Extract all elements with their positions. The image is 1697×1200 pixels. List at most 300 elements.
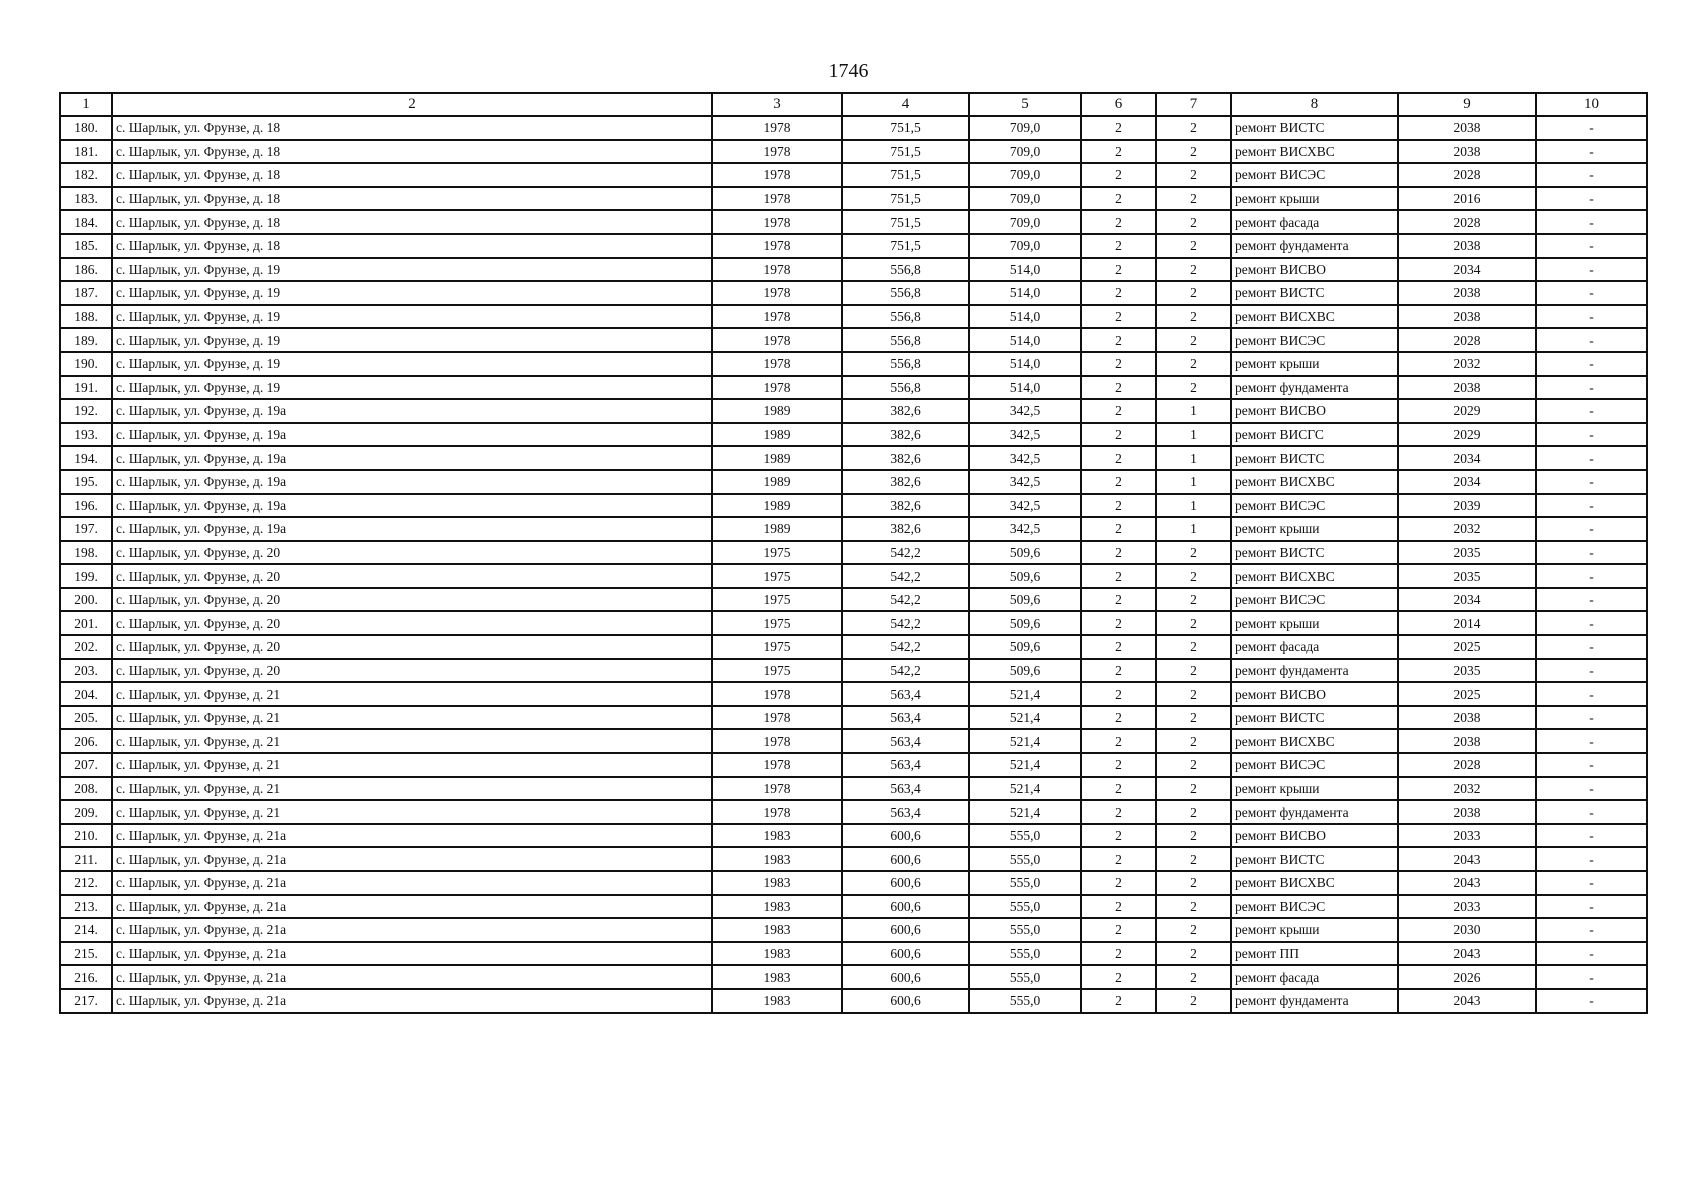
- row-number-cell: 209.: [60, 800, 112, 824]
- row-number-cell: 206.: [60, 729, 112, 753]
- table-row: [60, 871, 1647, 895]
- floors-cell: 2: [1081, 918, 1156, 942]
- planned-year-cell: 2039: [1398, 494, 1536, 518]
- row-number-cell: 196.: [60, 494, 112, 518]
- total-area-cell: 751,5: [842, 187, 969, 211]
- column-header: 5: [969, 93, 1081, 116]
- table-row: [60, 446, 1647, 470]
- planned-year-cell: 2025: [1398, 635, 1536, 659]
- page-number: 1746: [828, 60, 869, 82]
- entrances-cell: 2: [1156, 163, 1231, 187]
- row-number-cell: 208.: [60, 777, 112, 801]
- planned-year-cell: 2014: [1398, 611, 1536, 635]
- table-row: [60, 140, 1647, 164]
- address-cell: с. Шарлык, ул. Фрунзе, д. 20: [112, 635, 712, 659]
- row-number-cell: 184.: [60, 210, 112, 234]
- address-cell: с. Шарлык, ул. Фрунзе, д. 18: [112, 140, 712, 164]
- year-built-cell: 1978: [712, 116, 842, 140]
- table-row: [60, 942, 1647, 966]
- year-built-cell: 1978: [712, 352, 842, 376]
- living-area-cell: 555,0: [969, 989, 1081, 1013]
- address-cell: с. Шарлык, ул. Фрунзе, д. 19а: [112, 399, 712, 423]
- note-cell: -: [1536, 847, 1647, 871]
- note-cell: -: [1536, 352, 1647, 376]
- floors-cell: 2: [1081, 328, 1156, 352]
- floors-cell: 2: [1081, 706, 1156, 730]
- planned-year-cell: 2043: [1398, 847, 1536, 871]
- repair-type-cell: ремонт ВИСТС: [1231, 847, 1398, 871]
- entrances-cell: 1: [1156, 494, 1231, 518]
- row-number-cell: 205.: [60, 706, 112, 730]
- total-area-cell: 563,4: [842, 777, 969, 801]
- entrances-cell: 2: [1156, 116, 1231, 140]
- planned-year-cell: 2043: [1398, 871, 1536, 895]
- note-cell: -: [1536, 564, 1647, 588]
- entrances-cell: 2: [1156, 541, 1231, 565]
- row-number-cell: 215.: [60, 942, 112, 966]
- address-cell: с. Шарлык, ул. Фрунзе, д. 21: [112, 777, 712, 801]
- address-cell: с. Шарлык, ул. Фрунзе, д. 21а: [112, 965, 712, 989]
- planned-year-cell: 2016: [1398, 187, 1536, 211]
- entrances-cell: 1: [1156, 399, 1231, 423]
- year-built-cell: 1978: [712, 140, 842, 164]
- floors-cell: 2: [1081, 942, 1156, 966]
- table-row: [60, 588, 1647, 612]
- total-area-cell: 563,4: [842, 800, 969, 824]
- entrances-cell: 2: [1156, 824, 1231, 848]
- row-number-cell: 211.: [60, 847, 112, 871]
- address-cell: с. Шарлык, ул. Фрунзе, д. 18: [112, 163, 712, 187]
- year-built-cell: 1978: [712, 753, 842, 777]
- floors-cell: 2: [1081, 234, 1156, 258]
- floors-cell: 2: [1081, 753, 1156, 777]
- table-row: [60, 847, 1647, 871]
- table-row: [60, 753, 1647, 777]
- entrances-cell: 1: [1156, 446, 1231, 470]
- living-area-cell: 521,4: [969, 729, 1081, 753]
- table-row: [60, 989, 1647, 1013]
- note-cell: -: [1536, 305, 1647, 329]
- row-number-cell: 199.: [60, 564, 112, 588]
- floors-cell: 2: [1081, 423, 1156, 447]
- entrances-cell: 2: [1156, 659, 1231, 683]
- year-built-cell: 1975: [712, 611, 842, 635]
- year-built-cell: 1978: [712, 305, 842, 329]
- year-built-cell: 1978: [712, 187, 842, 211]
- total-area-cell: 751,5: [842, 116, 969, 140]
- year-built-cell: 1983: [712, 942, 842, 966]
- year-built-cell: 1989: [712, 399, 842, 423]
- total-area-cell: 751,5: [842, 234, 969, 258]
- total-area-cell: 563,4: [842, 753, 969, 777]
- total-area-cell: 600,6: [842, 989, 969, 1013]
- table-row: [60, 635, 1647, 659]
- entrances-cell: 2: [1156, 611, 1231, 635]
- note-cell: -: [1536, 140, 1647, 164]
- floors-cell: 2: [1081, 352, 1156, 376]
- row-number-cell: 195.: [60, 470, 112, 494]
- floors-cell: 2: [1081, 187, 1156, 211]
- entrances-cell: 2: [1156, 234, 1231, 258]
- entrances-cell: 2: [1156, 682, 1231, 706]
- row-number-cell: 200.: [60, 588, 112, 612]
- entrances-cell: 2: [1156, 305, 1231, 329]
- note-cell: -: [1536, 918, 1647, 942]
- address-cell: с. Шарлык, ул. Фрунзе, д. 19а: [112, 494, 712, 518]
- repair-type-cell: ремонт ВИСЭС: [1231, 163, 1398, 187]
- floors-cell: 2: [1081, 611, 1156, 635]
- year-built-cell: 1989: [712, 446, 842, 470]
- year-built-cell: 1978: [712, 777, 842, 801]
- living-area-cell: 342,5: [969, 423, 1081, 447]
- table-row: [60, 494, 1647, 518]
- planned-year-cell: 2032: [1398, 517, 1536, 541]
- living-area-cell: 514,0: [969, 258, 1081, 282]
- address-cell: с. Шарлык, ул. Фрунзе, д. 21а: [112, 895, 712, 919]
- table-row: [60, 116, 1647, 140]
- address-cell: с. Шарлык, ул. Фрунзе, д. 19: [112, 328, 712, 352]
- floors-cell: 2: [1081, 965, 1156, 989]
- total-area-cell: 556,8: [842, 305, 969, 329]
- note-cell: -: [1536, 824, 1647, 848]
- repair-type-cell: ремонт ВИСВО: [1231, 824, 1398, 848]
- table-row: [60, 163, 1647, 187]
- living-area-cell: 521,4: [969, 777, 1081, 801]
- planned-year-cell: 2034: [1398, 258, 1536, 282]
- address-cell: с. Шарлык, ул. Фрунзе, д. 20: [112, 541, 712, 565]
- year-built-cell: 1975: [712, 564, 842, 588]
- floors-cell: 2: [1081, 824, 1156, 848]
- entrances-cell: 2: [1156, 895, 1231, 919]
- row-number-cell: 191.: [60, 376, 112, 400]
- floors-cell: 2: [1081, 446, 1156, 470]
- entrances-cell: 2: [1156, 328, 1231, 352]
- note-cell: -: [1536, 777, 1647, 801]
- year-built-cell: 1978: [712, 800, 842, 824]
- floors-cell: 2: [1081, 800, 1156, 824]
- row-number-cell: 198.: [60, 541, 112, 565]
- note-cell: -: [1536, 517, 1647, 541]
- address-cell: с. Шарлык, ул. Фрунзе, д. 18: [112, 234, 712, 258]
- year-built-cell: 1989: [712, 423, 842, 447]
- planned-year-cell: 2029: [1398, 399, 1536, 423]
- note-cell: -: [1536, 588, 1647, 612]
- floors-cell: 2: [1081, 281, 1156, 305]
- planned-year-cell: 2028: [1398, 210, 1536, 234]
- living-area-cell: 521,4: [969, 800, 1081, 824]
- floors-cell: 2: [1081, 116, 1156, 140]
- table-row: [60, 564, 1647, 588]
- note-cell: -: [1536, 706, 1647, 730]
- note-cell: -: [1536, 116, 1647, 140]
- table-row: [60, 706, 1647, 730]
- year-built-cell: 1978: [712, 281, 842, 305]
- planned-year-cell: 2038: [1398, 729, 1536, 753]
- entrances-cell: 2: [1156, 352, 1231, 376]
- floors-cell: 2: [1081, 305, 1156, 329]
- row-number-cell: 202.: [60, 635, 112, 659]
- entrances-cell: 2: [1156, 210, 1231, 234]
- year-built-cell: 1978: [712, 234, 842, 258]
- row-number-cell: 185.: [60, 234, 112, 258]
- floors-cell: 2: [1081, 494, 1156, 518]
- table-row: [60, 281, 1647, 305]
- floors-cell: 2: [1081, 729, 1156, 753]
- row-number-cell: 201.: [60, 611, 112, 635]
- planned-year-cell: 2038: [1398, 376, 1536, 400]
- table-row: [60, 423, 1647, 447]
- repair-type-cell: ремонт ВИСХВС: [1231, 305, 1398, 329]
- table-row: [60, 729, 1647, 753]
- address-cell: с. Шарлык, ул. Фрунзе, д. 19а: [112, 423, 712, 447]
- table-row: [60, 800, 1647, 824]
- repair-type-cell: ремонт фундамента: [1231, 234, 1398, 258]
- year-built-cell: 1975: [712, 635, 842, 659]
- address-cell: с. Шарлык, ул. Фрунзе, д. 21: [112, 800, 712, 824]
- table-row: [60, 210, 1647, 234]
- entrances-cell: 2: [1156, 871, 1231, 895]
- entrances-cell: 2: [1156, 258, 1231, 282]
- year-built-cell: 1983: [712, 824, 842, 848]
- table-row: [60, 258, 1647, 282]
- entrances-cell: 2: [1156, 635, 1231, 659]
- planned-year-cell: 2032: [1398, 352, 1536, 376]
- entrances-cell: 2: [1156, 376, 1231, 400]
- living-area-cell: 514,0: [969, 281, 1081, 305]
- repair-type-cell: ремонт ВИСВО: [1231, 399, 1398, 423]
- year-built-cell: 1983: [712, 918, 842, 942]
- address-cell: с. Шарлык, ул. Фрунзе, д. 20: [112, 659, 712, 683]
- total-area-cell: 382,6: [842, 470, 969, 494]
- repair-type-cell: ремонт крыши: [1231, 777, 1398, 801]
- planned-year-cell: 2043: [1398, 989, 1536, 1013]
- repair-type-cell: ремонт крыши: [1231, 918, 1398, 942]
- note-cell: -: [1536, 942, 1647, 966]
- row-number-cell: 183.: [60, 187, 112, 211]
- floors-cell: 2: [1081, 895, 1156, 919]
- note-cell: -: [1536, 187, 1647, 211]
- total-area-cell: 542,2: [842, 611, 969, 635]
- address-cell: с. Шарлык, ул. Фрунзе, д. 21а: [112, 942, 712, 966]
- note-cell: -: [1536, 895, 1647, 919]
- table-row: [60, 824, 1647, 848]
- note-cell: -: [1536, 258, 1647, 282]
- living-area-cell: 521,4: [969, 682, 1081, 706]
- table-row: [60, 305, 1647, 329]
- column-header: 7: [1156, 93, 1231, 116]
- total-area-cell: 600,6: [842, 847, 969, 871]
- row-number-cell: 181.: [60, 140, 112, 164]
- row-number-cell: 197.: [60, 517, 112, 541]
- total-area-cell: 600,6: [842, 824, 969, 848]
- note-cell: -: [1536, 871, 1647, 895]
- year-built-cell: 1989: [712, 494, 842, 518]
- repair-type-cell: ремонт крыши: [1231, 187, 1398, 211]
- total-area-cell: 563,4: [842, 682, 969, 706]
- entrances-cell: 1: [1156, 470, 1231, 494]
- total-area-cell: 556,8: [842, 281, 969, 305]
- living-area-cell: 555,0: [969, 871, 1081, 895]
- total-area-cell: 382,6: [842, 494, 969, 518]
- living-area-cell: 709,0: [969, 116, 1081, 140]
- repair-type-cell: ремонт ВИСТС: [1231, 446, 1398, 470]
- planned-year-cell: 2038: [1398, 116, 1536, 140]
- planned-year-cell: 2043: [1398, 942, 1536, 966]
- floors-cell: 2: [1081, 777, 1156, 801]
- planned-year-cell: 2038: [1398, 140, 1536, 164]
- living-area-cell: 555,0: [969, 918, 1081, 942]
- planned-year-cell: 2032: [1398, 777, 1536, 801]
- row-number-cell: 182.: [60, 163, 112, 187]
- repair-type-cell: ремонт ВИСХВС: [1231, 564, 1398, 588]
- entrances-cell: 2: [1156, 800, 1231, 824]
- year-built-cell: 1975: [712, 588, 842, 612]
- year-built-cell: 1975: [712, 659, 842, 683]
- living-area-cell: 509,6: [969, 659, 1081, 683]
- note-cell: -: [1536, 541, 1647, 565]
- planned-year-cell: 2035: [1398, 541, 1536, 565]
- entrances-cell: 2: [1156, 281, 1231, 305]
- planned-year-cell: 2025: [1398, 682, 1536, 706]
- address-cell: с. Шарлык, ул. Фрунзе, д. 19: [112, 281, 712, 305]
- column-header: 3: [712, 93, 842, 116]
- note-cell: -: [1536, 210, 1647, 234]
- planned-year-cell: 2038: [1398, 800, 1536, 824]
- entrances-cell: 2: [1156, 588, 1231, 612]
- repair-type-cell: ремонт ВИСЭС: [1231, 753, 1398, 777]
- planned-year-cell: 2028: [1398, 753, 1536, 777]
- year-built-cell: 1983: [712, 895, 842, 919]
- year-built-cell: 1989: [712, 517, 842, 541]
- living-area-cell: 709,0: [969, 140, 1081, 164]
- total-area-cell: 382,6: [842, 399, 969, 423]
- address-cell: с. Шарлык, ул. Фрунзе, д. 21: [112, 682, 712, 706]
- note-cell: -: [1536, 682, 1647, 706]
- note-cell: -: [1536, 470, 1647, 494]
- floors-cell: 2: [1081, 989, 1156, 1013]
- living-area-cell: 709,0: [969, 163, 1081, 187]
- address-cell: с. Шарлык, ул. Фрунзе, д. 21: [112, 753, 712, 777]
- note-cell: -: [1536, 753, 1647, 777]
- address-cell: с. Шарлык, ул. Фрунзе, д. 20: [112, 611, 712, 635]
- total-area-cell: 382,6: [842, 446, 969, 470]
- living-area-cell: 509,6: [969, 564, 1081, 588]
- total-area-cell: 600,6: [842, 895, 969, 919]
- repair-type-cell: ремонт фасада: [1231, 965, 1398, 989]
- address-cell: с. Шарлык, ул. Фрунзе, д. 20: [112, 564, 712, 588]
- note-cell: -: [1536, 234, 1647, 258]
- address-cell: с. Шарлык, ул. Фрунзе, д. 21: [112, 729, 712, 753]
- address-cell: с. Шарлык, ул. Фрунзе, д. 19а: [112, 517, 712, 541]
- table-row: [60, 895, 1647, 919]
- floors-cell: 2: [1081, 588, 1156, 612]
- note-cell: -: [1536, 635, 1647, 659]
- column-header: 2: [112, 93, 712, 116]
- address-cell: с. Шарлык, ул. Фрунзе, д. 19а: [112, 470, 712, 494]
- repair-type-cell: ремонт фундамента: [1231, 989, 1398, 1013]
- living-area-cell: 342,5: [969, 399, 1081, 423]
- table-row: [60, 352, 1647, 376]
- entrances-cell: 2: [1156, 942, 1231, 966]
- repair-type-cell: ремонт фундамента: [1231, 659, 1398, 683]
- year-built-cell: 1983: [712, 871, 842, 895]
- entrances-cell: 2: [1156, 187, 1231, 211]
- row-number-cell: 187.: [60, 281, 112, 305]
- row-number-cell: 192.: [60, 399, 112, 423]
- planned-year-cell: 2034: [1398, 446, 1536, 470]
- planned-year-cell: 2030: [1398, 918, 1536, 942]
- planned-year-cell: 2034: [1398, 588, 1536, 612]
- repair-type-cell: ремонт ВИСЭС: [1231, 494, 1398, 518]
- row-number-cell: 203.: [60, 659, 112, 683]
- row-number-cell: 216.: [60, 965, 112, 989]
- planned-year-cell: 2038: [1398, 281, 1536, 305]
- entrances-cell: 2: [1156, 753, 1231, 777]
- total-area-cell: 542,2: [842, 659, 969, 683]
- floors-cell: 2: [1081, 564, 1156, 588]
- note-cell: -: [1536, 423, 1647, 447]
- year-built-cell: 1983: [712, 965, 842, 989]
- row-number-cell: 204.: [60, 682, 112, 706]
- total-area-cell: 600,6: [842, 871, 969, 895]
- floors-cell: 2: [1081, 376, 1156, 400]
- floors-cell: 2: [1081, 517, 1156, 541]
- total-area-cell: 563,4: [842, 729, 969, 753]
- entrances-cell: 2: [1156, 729, 1231, 753]
- address-cell: с. Шарлык, ул. Фрунзе, д. 20: [112, 588, 712, 612]
- table-row: [60, 682, 1647, 706]
- floors-cell: 2: [1081, 659, 1156, 683]
- living-area-cell: 514,0: [969, 305, 1081, 329]
- living-area-cell: 342,5: [969, 470, 1081, 494]
- address-cell: с. Шарлык, ул. Фрунзе, д. 19: [112, 305, 712, 329]
- note-cell: -: [1536, 328, 1647, 352]
- entrances-cell: 2: [1156, 140, 1231, 164]
- total-area-cell: 563,4: [842, 706, 969, 730]
- row-number-cell: 214.: [60, 918, 112, 942]
- floors-cell: 2: [1081, 470, 1156, 494]
- total-area-cell: 556,8: [842, 328, 969, 352]
- total-area-cell: 600,6: [842, 918, 969, 942]
- repair-type-cell: ремонт ВИСЭС: [1231, 895, 1398, 919]
- living-area-cell: 555,0: [969, 847, 1081, 871]
- row-number-cell: 194.: [60, 446, 112, 470]
- repair-schedule-table: [59, 92, 1648, 1014]
- living-area-cell: 514,0: [969, 376, 1081, 400]
- floors-cell: 2: [1081, 635, 1156, 659]
- note-cell: -: [1536, 965, 1647, 989]
- address-cell: с. Шарлык, ул. Фрунзе, д. 21а: [112, 847, 712, 871]
- year-built-cell: 1983: [712, 847, 842, 871]
- year-built-cell: 1978: [712, 258, 842, 282]
- table-row: [60, 541, 1647, 565]
- repair-type-cell: ремонт ВИСГС: [1231, 423, 1398, 447]
- floors-cell: 2: [1081, 871, 1156, 895]
- address-cell: с. Шарлык, ул. Фрунзе, д. 21а: [112, 918, 712, 942]
- note-cell: -: [1536, 800, 1647, 824]
- table-row: [60, 611, 1647, 635]
- year-built-cell: 1978: [712, 376, 842, 400]
- note-cell: -: [1536, 729, 1647, 753]
- living-area-cell: 342,5: [969, 446, 1081, 470]
- entrances-cell: 2: [1156, 918, 1231, 942]
- repair-type-cell: ремонт фасада: [1231, 210, 1398, 234]
- total-area-cell: 600,6: [842, 965, 969, 989]
- entrances-cell: 2: [1156, 564, 1231, 588]
- planned-year-cell: 2026: [1398, 965, 1536, 989]
- living-area-cell: 509,6: [969, 588, 1081, 612]
- planned-year-cell: 2033: [1398, 824, 1536, 848]
